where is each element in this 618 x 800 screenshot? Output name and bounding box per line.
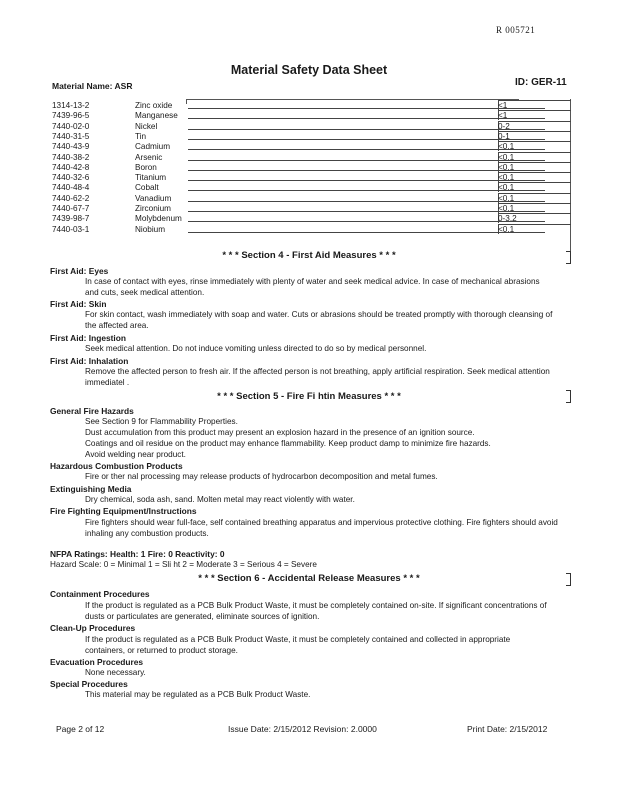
concentration-value: 0-1 xyxy=(498,131,510,141)
cas-number: 7439-98-7 xyxy=(52,214,90,224)
section-5-bracket xyxy=(566,390,571,403)
cas-number: 7440-32-6 xyxy=(52,173,90,183)
concentration-value: 0-2 xyxy=(498,121,510,131)
combustion-products-heading: Hazardous Combustion Products xyxy=(50,461,183,471)
general-fire-line-3: Coatings and oil residue on the product may enhance flammability. Keep product damp to minimize fire hazards. xyxy=(85,439,491,448)
row-rule xyxy=(188,160,545,161)
concentration-value: <0.1 xyxy=(498,224,515,234)
general-fire-line-2: Dust accumulation from this product may present an explosion hazard in the presence of an ignition source. xyxy=(85,428,475,437)
cas-number: 7440-31-5 xyxy=(52,131,90,141)
concentration-value: <0.1 xyxy=(498,204,515,213)
row-rule xyxy=(188,170,545,171)
evacuation-text: None necessary. xyxy=(85,668,146,677)
row-rule xyxy=(188,201,545,202)
general-fire-line-4: Avoid welding near product. xyxy=(85,450,186,459)
section-4-bracket xyxy=(566,251,571,264)
component-name: Arsenic xyxy=(135,152,163,162)
concentration-value: <0.1 xyxy=(498,193,515,203)
row-rule xyxy=(188,190,545,191)
ingestion-text: Seek medical attention. Do not induce vomiting unless directed to do so by medical personnel. xyxy=(85,344,427,353)
cas-number: 7440-02-0 xyxy=(52,121,90,131)
eyes-text: In case of contact with eyes, rinse immediately with plenty of water and seek medical advice. In case of mechanical abrasions and cuts, seek medical attention. xyxy=(85,277,540,297)
concentration-value: <1 xyxy=(498,111,508,121)
row-rule xyxy=(188,108,545,109)
cas-number: 7440-67-7 xyxy=(52,204,90,213)
document-title: Material Safety Data Sheet xyxy=(230,63,388,77)
cas-number: 1314-13-2 xyxy=(52,101,90,110)
concentration-value: <0.1 xyxy=(498,173,515,183)
fire-equipment-heading: Fire Fighting Equipment/Instructions xyxy=(50,506,197,516)
inhalation-heading: First Aid: Inhalation xyxy=(50,356,129,366)
section-6-title: * * * Section 6 - Accidental Release Measures * * * xyxy=(198,573,420,584)
component-name: Manganese xyxy=(135,111,178,121)
combustion-products-text: Fire or ther nal processing may release products of hydrocarbon decomposition and metal fumes. xyxy=(85,472,438,481)
concentration-value: 0-3.2 xyxy=(498,214,517,224)
cas-number: 7440-42-8 xyxy=(52,162,90,172)
evacuation-heading: Evacuation Procedures xyxy=(50,657,144,667)
component-name: Nickel xyxy=(135,121,158,131)
row-rule xyxy=(188,139,545,140)
component-name: Vanadium xyxy=(135,193,172,203)
general-fire-hazards-heading: General Fire Hazards xyxy=(50,406,134,416)
component-name: Cobalt xyxy=(135,183,159,193)
component-name: Tin xyxy=(135,131,147,141)
material-name: Material Name: ASR xyxy=(52,81,133,91)
print-date: Print Date: 2/15/2012 xyxy=(467,724,548,734)
component-name: Zirconium xyxy=(135,204,171,213)
cleanup-text: If the product is regulated as a PCB Bulk Product Waste, it must be completely contained and collected in appropriate containers, or returned to product storage. xyxy=(85,635,511,655)
cas-number: 7440-38-2 xyxy=(52,152,90,162)
concentration-value: <0.1 xyxy=(498,152,515,162)
section-6-bracket xyxy=(566,573,571,586)
ingestion-heading: First Aid: Ingestion xyxy=(50,333,126,343)
row-rule xyxy=(188,118,545,119)
bates-number: R 005721 xyxy=(496,25,536,35)
skin-text: For skin contact, wash immediately with soap and water. Cuts or abrasions should be treated promptly with thorough cleansing of the affected area. xyxy=(85,310,553,330)
inhalation-text: Remove the affected person to fresh air. If the affected person is not breathing, apply artificial respiration. Seek medical attention immediatel . xyxy=(85,367,550,387)
cleanup-heading: Clean-Up Procedures xyxy=(50,623,136,633)
cas-number: 7440-43-9 xyxy=(52,142,90,152)
row-rule xyxy=(188,149,545,150)
issue-date: Issue Date: 2/15/2012 Revision: 2.0000 xyxy=(228,724,377,734)
concentration-value: <0.1 xyxy=(498,183,515,193)
cas-number: 7440-03-1 xyxy=(52,224,90,234)
containment-heading: Containment Procedures xyxy=(50,589,150,599)
component-name: Niobium xyxy=(135,224,166,234)
row-rule xyxy=(188,211,545,212)
containment-text: If the product is regulated as a PCB Bulk Product Waste, it must be completely contained on-site. If significant concentrations of dusts or particulates are generated, eliminate sources of ignition. xyxy=(85,601,547,621)
skin-heading: First Aid: Skin xyxy=(50,299,107,309)
extinguishing-media-text: Dry chemical, soda ash, sand. Molten metal may react violently with water. xyxy=(85,495,355,504)
component-name: Boron xyxy=(135,162,157,172)
composition-table-border xyxy=(186,99,519,104)
hazard-scale: Hazard Scale: 0 = Minimal 1 = Sli ht 2 = Moderate 3 = Serious 4 = Severe xyxy=(50,560,317,569)
row-rule xyxy=(188,180,545,181)
component-name: Cadmium xyxy=(135,142,171,152)
concentration-value: <0.1 xyxy=(498,162,515,172)
section-4-title: * * * Section 4 - First Aid Measures * * * xyxy=(222,250,396,261)
row-rule xyxy=(188,232,545,233)
eyes-heading: First Aid: Eyes xyxy=(50,266,109,276)
document-id: ID: GER-11 xyxy=(515,77,567,88)
page-number: Page 2 of 12 xyxy=(56,724,105,734)
section-5-title: * * * Section 5 - Fire Fi htin Measures * * * xyxy=(217,391,401,402)
extinguishing-media-heading: Extinguishing Media xyxy=(50,484,132,494)
general-fire-line-1: See Section 9 for Flammability Properties. xyxy=(85,417,238,426)
component-name: Titanium xyxy=(135,173,167,183)
fire-equipment-text: Fire fighters should wear full-face, self contained breathing apparatus and impervious protective clothing. Fire fighters should avoid inhaling any combustion products. xyxy=(85,518,558,538)
cas-number: 7439-96-5 xyxy=(52,111,90,121)
cas-number: 7440-62-2 xyxy=(52,193,90,203)
row-rule xyxy=(188,221,545,222)
concentration-value: <0.1 xyxy=(498,142,515,152)
nfpa-ratings: NFPA Ratings: Health: 1 Fire: 0 Reactivity: 0 xyxy=(50,549,225,559)
special-procedures-heading: Special Procedures xyxy=(50,679,128,689)
cas-number: 7440-48-4 xyxy=(52,183,90,193)
row-rule xyxy=(188,129,545,130)
concentration-value: <1 xyxy=(498,101,508,110)
component-name: Zinc oxide xyxy=(135,101,173,110)
special-procedures-text: This material may be regulated as a PCB Bulk Product Waste. xyxy=(85,690,311,699)
component-name: Molybdenum xyxy=(135,214,182,224)
